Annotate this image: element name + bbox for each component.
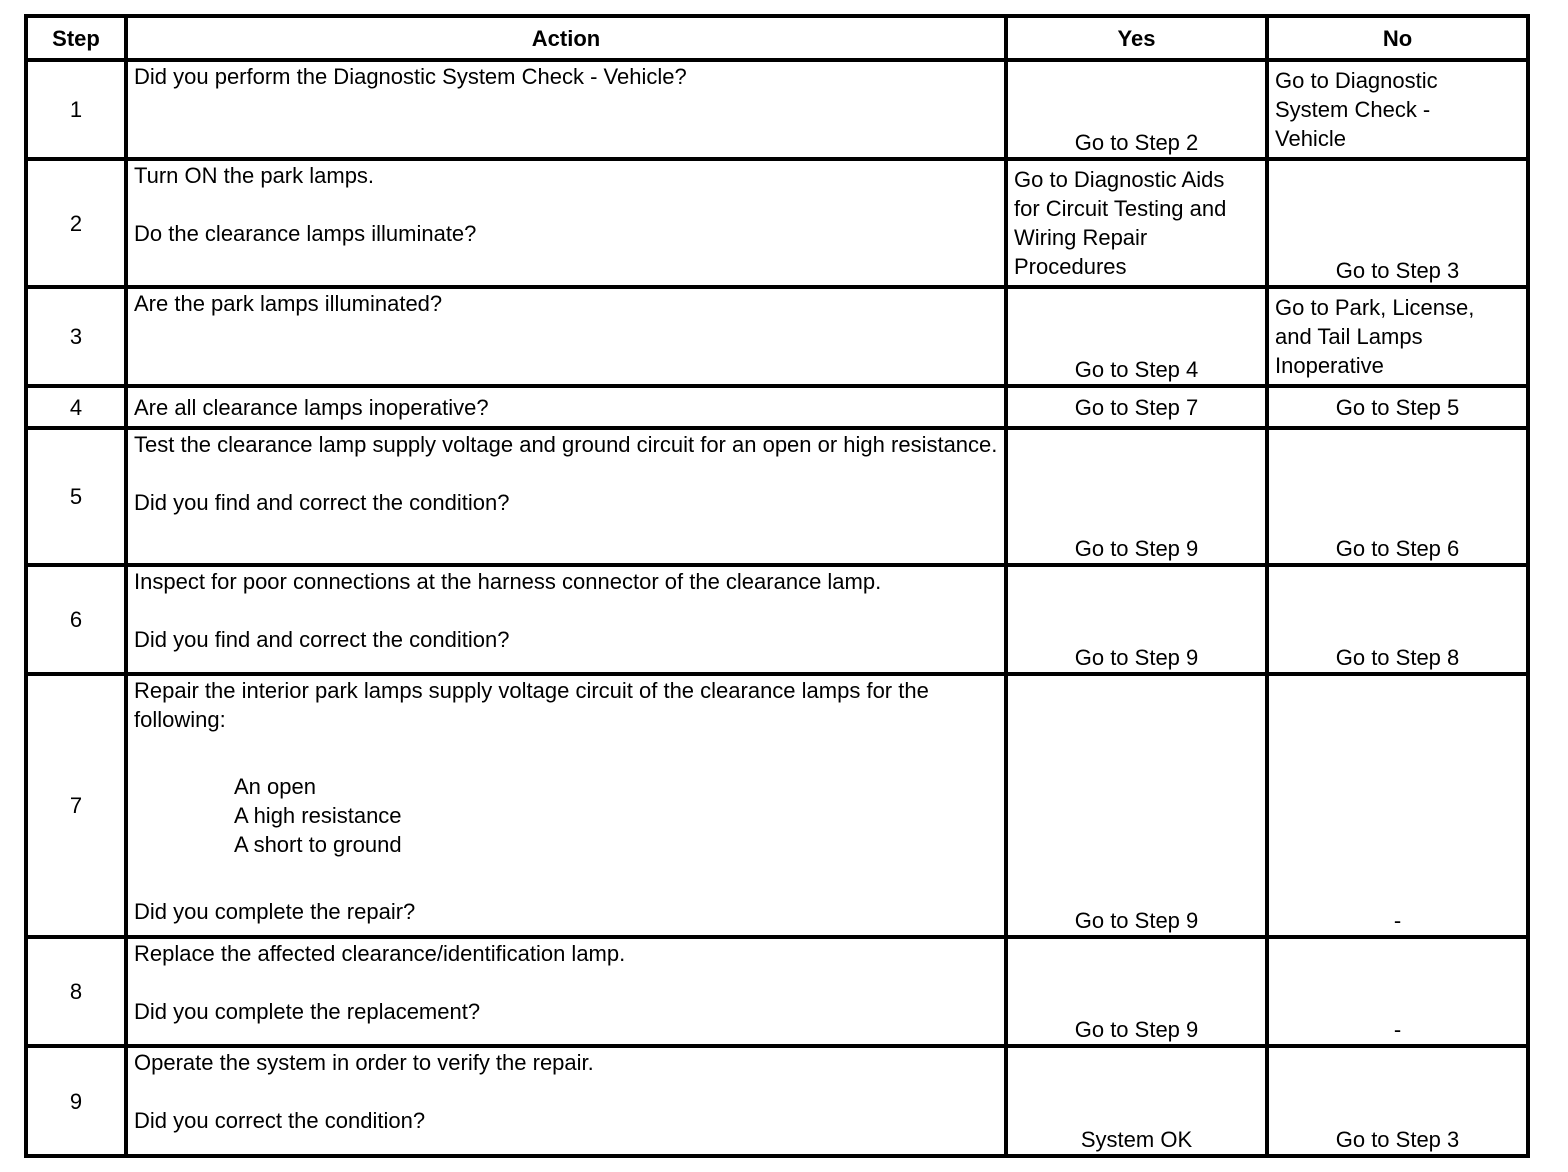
step-number: 3 <box>26 287 126 386</box>
yes-cell: Go to Step 7 <box>1006 386 1267 428</box>
step-number: 7 <box>26 674 126 937</box>
action-cell <box>126 1046 1006 1156</box>
step-number: 5 <box>26 428 126 565</box>
no-line: Go to Diagnostic <box>1275 68 1438 93</box>
action-instruction: Are all clearance lamps inoperative? <box>134 394 489 420</box>
no-cell: Go to Step 6 <box>1267 428 1528 565</box>
yes-cell: Go to Step 9 <box>1006 674 1267 937</box>
yes-cell: Go to Step 9 <box>1006 937 1267 1046</box>
condition-list <box>134 772 998 859</box>
no-line: System Check - <box>1275 97 1431 122</box>
no-line: Go to Park, License, <box>1275 295 1475 320</box>
no-cell <box>1267 287 1528 386</box>
action-cell <box>126 60 1006 159</box>
action-cell <box>126 937 1006 1046</box>
header-row <box>26 16 1528 60</box>
step-number: 9 <box>26 1046 126 1156</box>
table-row <box>26 386 1528 428</box>
action-instruction: Did you perform the Diagnostic System Check - Vehicle? <box>134 64 687 89</box>
step-number: 4 <box>26 386 126 428</box>
yes-cell: Go to Step 4 <box>1006 287 1267 386</box>
action-question: Do the clearance lamps illuminate? <box>134 221 477 246</box>
action-cell <box>126 287 1006 386</box>
yes-cell: Go to Step 2 <box>1006 60 1267 159</box>
action-question: Did you find and correct the condition? <box>134 490 510 515</box>
table-row <box>26 674 1528 937</box>
action-question: Did you find and correct the condition? <box>134 627 510 652</box>
list-item: A short to ground <box>234 832 402 857</box>
yes-line: Wiring Repair <box>1014 225 1148 250</box>
step-number: 1 <box>26 60 126 159</box>
table-row <box>26 937 1528 1046</box>
yes-cell <box>1006 159 1267 287</box>
list-item: A high resistance <box>234 803 402 828</box>
action-instruction: Operate the system in order to verify the repair. <box>134 1050 594 1075</box>
no-line: Inoperative <box>1275 353 1384 378</box>
no-cell: - <box>1267 937 1528 1046</box>
no-cell: Go to Step 3 <box>1267 1046 1528 1156</box>
yes-cell: System OK <box>1006 1046 1267 1156</box>
action-instruction: Turn ON the park lamps. <box>134 163 375 188</box>
table-row <box>26 159 1528 287</box>
action-question: Did you correct the condition? <box>134 1108 426 1133</box>
action-cell <box>126 428 1006 565</box>
yes-line: for Circuit Testing and <box>1014 196 1227 221</box>
action-instruction: Test the clearance lamp supply voltage and ground circuit for an open or high resistance. <box>134 432 998 457</box>
diagnostic-table <box>24 14 1530 1158</box>
no-line: and Tail Lamps <box>1275 324 1423 349</box>
no-cell: - <box>1267 674 1528 937</box>
action-question: Did you complete the repair? <box>134 899 416 924</box>
header-action: Action <box>126 16 1006 60</box>
action-cell <box>126 674 1006 937</box>
action-instruction: Are the park lamps illuminated? <box>134 291 443 316</box>
no-cell: Go to Step 8 <box>1267 565 1528 674</box>
list-item: An open <box>234 774 316 799</box>
action-question: Did you complete the replacement? <box>134 999 481 1024</box>
action-cell <box>126 565 1006 674</box>
action-instruction: Replace the affected clearance/identification lamp. <box>134 941 626 966</box>
step-number: 8 <box>26 937 126 1046</box>
yes-cell: Go to Step 9 <box>1006 428 1267 565</box>
action-instruction: Inspect for poor connections at the harness connector of the clearance lamp. <box>134 569 882 594</box>
no-cell: Go to Step 5 <box>1267 386 1528 428</box>
no-line: Vehicle <box>1275 126 1346 151</box>
yes-cell: Go to Step 9 <box>1006 565 1267 674</box>
header-no: No <box>1267 16 1528 60</box>
no-cell: Go to Step 3 <box>1267 159 1528 287</box>
action-cell <box>126 159 1006 287</box>
header-yes: Yes <box>1006 16 1267 60</box>
yes-line: Go to Diagnostic Aids <box>1014 167 1225 192</box>
action-cell <box>126 386 1006 428</box>
table-row <box>26 287 1528 386</box>
table-row <box>26 60 1528 159</box>
table-row <box>26 1046 1528 1156</box>
no-cell <box>1267 60 1528 159</box>
step-number: 2 <box>26 159 126 287</box>
yes-line: Procedures <box>1014 254 1127 279</box>
table-row <box>26 428 1528 565</box>
header-step: Step <box>26 16 126 60</box>
action-instruction: Repair the interior park lamps supply voltage circuit of the clearance lamps for the following: <box>134 678 929 732</box>
table-row <box>26 565 1528 674</box>
step-number: 6 <box>26 565 126 674</box>
